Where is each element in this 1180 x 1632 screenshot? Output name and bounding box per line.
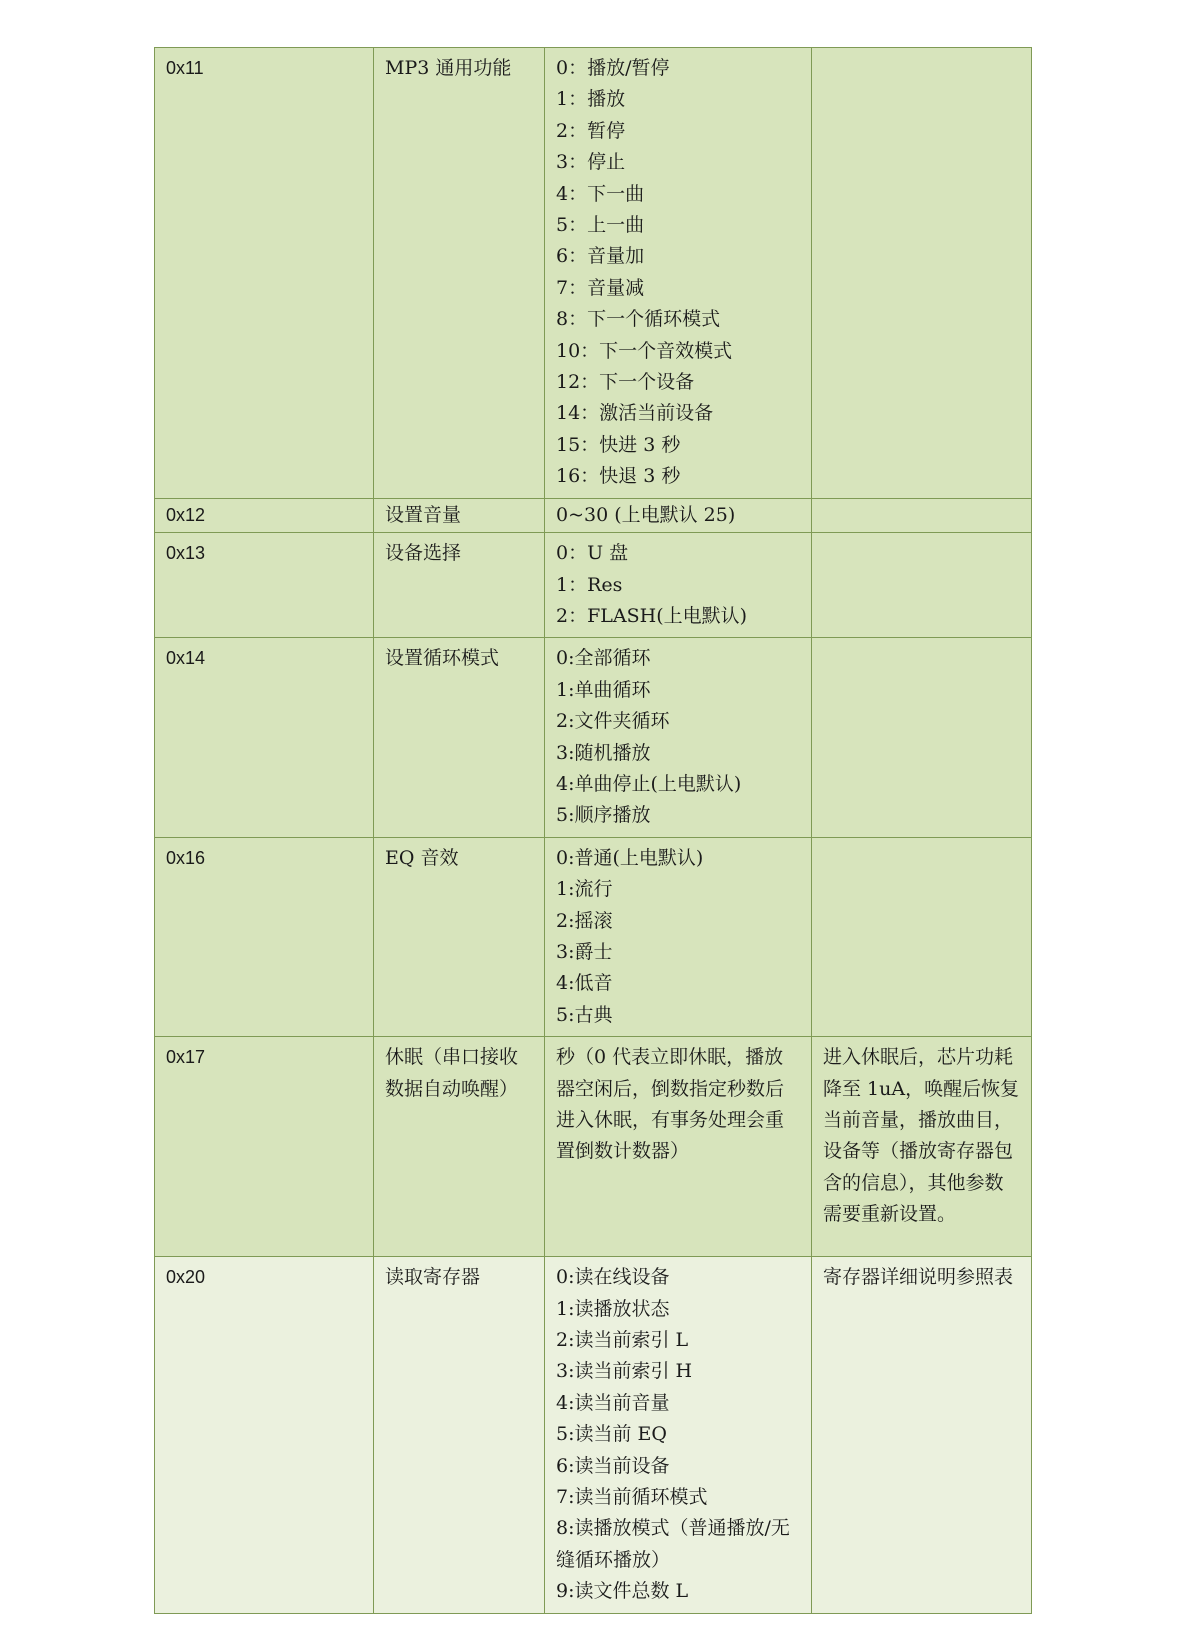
option-item: 9:读文件总数 L bbox=[556, 1580, 689, 1603]
option-item: 4:低音 bbox=[556, 972, 613, 995]
option-item: 1:单曲循环 bbox=[556, 678, 651, 701]
option-item: 1:读播放状态 bbox=[556, 1297, 670, 1320]
option-item: 0:读在线设备 bbox=[556, 1266, 670, 1289]
command-name: MP3 通用功能 bbox=[374, 48, 545, 499]
command-note bbox=[812, 498, 1032, 532]
command-code: 0x11 bbox=[155, 48, 374, 499]
option-item: 5:古典 bbox=[556, 1003, 613, 1026]
option-item: 1:流行 bbox=[556, 878, 613, 901]
option-item: 8：下一个循环模式 bbox=[556, 308, 721, 331]
option-item: 6：音量加 bbox=[556, 245, 645, 268]
option-item: 2:文件夹循环 bbox=[556, 710, 670, 733]
option-item: 8:读播放模式（普通播放/无缝循环播放） bbox=[556, 1517, 790, 1571]
command-code: 0x12 bbox=[155, 498, 374, 532]
command-note bbox=[812, 48, 1032, 499]
option-item: 5：上一曲 bbox=[556, 214, 645, 237]
command-options bbox=[545, 48, 812, 499]
option-item: 2：暂停 bbox=[556, 119, 626, 142]
option-item: 6:读当前设备 bbox=[556, 1454, 670, 1477]
command-name: EQ 音效 bbox=[374, 837, 545, 1036]
table-row bbox=[155, 498, 1032, 532]
command-name: 设置音量 bbox=[374, 498, 545, 532]
option-item: 14：激活当前设备 bbox=[556, 402, 714, 425]
command-name: 设置循环模式 bbox=[374, 638, 545, 837]
option-item: 0：播放/暂停 bbox=[556, 57, 670, 79]
option-item: 5:顺序播放 bbox=[556, 804, 651, 827]
option-item: 0:全部循环 bbox=[556, 647, 651, 670]
option-item: 1：播放 bbox=[556, 88, 626, 111]
table-row bbox=[155, 1037, 1032, 1257]
option-item: 3:读当前索引 H bbox=[556, 1360, 693, 1383]
option-item: 4：下一曲 bbox=[556, 182, 645, 205]
command-name: 设备选择 bbox=[374, 533, 545, 638]
option-item: 10：下一个音效模式 bbox=[556, 339, 733, 362]
option-item: 0~30 (上电默认 25) bbox=[556, 503, 736, 526]
option-item: 7：音量减 bbox=[556, 276, 645, 299]
command-name: 休眠（串口接收数据自动唤醒） bbox=[374, 1037, 545, 1257]
command-note bbox=[812, 638, 1032, 837]
command-options bbox=[545, 533, 812, 638]
option-item: 2：FLASH(上电默认) bbox=[556, 604, 748, 627]
command-code: 0x20 bbox=[155, 1257, 374, 1613]
table-row bbox=[155, 837, 1032, 1036]
option-item: 0:普通(上电默认) bbox=[556, 846, 704, 869]
command-code: 0x13 bbox=[155, 533, 374, 638]
option-item: 5:读当前 EQ bbox=[556, 1423, 667, 1446]
option-item: 16：快退 3 秒 bbox=[556, 465, 681, 488]
command-options bbox=[545, 638, 812, 837]
option-item: 4:读当前音量 bbox=[556, 1391, 670, 1414]
command-options bbox=[545, 498, 812, 532]
option-item: 2:读当前索引 L bbox=[556, 1329, 689, 1351]
option-item: 7:读当前循环模式 bbox=[556, 1486, 708, 1509]
command-note bbox=[812, 837, 1032, 1036]
option-item: 3:随机播放 bbox=[556, 741, 651, 764]
command-table bbox=[154, 47, 1032, 1614]
command-name: 读取寄存器 bbox=[374, 1257, 545, 1613]
command-code: 0x17 bbox=[155, 1037, 374, 1257]
option-item: 3:爵士 bbox=[556, 940, 613, 963]
option-item: 1：Res bbox=[556, 573, 623, 596]
option-item: 12：下一个设备 bbox=[556, 371, 695, 394]
command-note bbox=[812, 533, 1032, 638]
command-options bbox=[545, 837, 812, 1036]
command-note: 寄存器详细说明参照表 bbox=[812, 1257, 1032, 1613]
table-row bbox=[155, 533, 1032, 638]
command-code: 0x16 bbox=[155, 837, 374, 1036]
command-note: 进入休眠后，芯片功耗降至 1uA，唤醒后恢复当前音量，播放曲目，设备等（播放寄存器包含的信息），其他参数需要重新设置。 bbox=[812, 1037, 1032, 1257]
command-code: 0x14 bbox=[155, 638, 374, 837]
table-row bbox=[155, 48, 1032, 499]
option-item: 0：U 盘 bbox=[556, 542, 629, 565]
command-options bbox=[545, 1257, 812, 1613]
option-item: 15：快进 3 秒 bbox=[556, 433, 681, 456]
command-description: 秒（0 代表立即休眠，播放器空闲后，倒数指定秒数后进入休眠，有事务处理会重置倒数计数器） bbox=[545, 1037, 812, 1257]
option-item: 3：停止 bbox=[556, 151, 626, 174]
option-item: 2:摇滚 bbox=[556, 909, 613, 932]
option-item: 4:单曲停止(上电默认) bbox=[556, 772, 742, 795]
table-row bbox=[155, 638, 1032, 837]
table-row bbox=[155, 1257, 1032, 1613]
